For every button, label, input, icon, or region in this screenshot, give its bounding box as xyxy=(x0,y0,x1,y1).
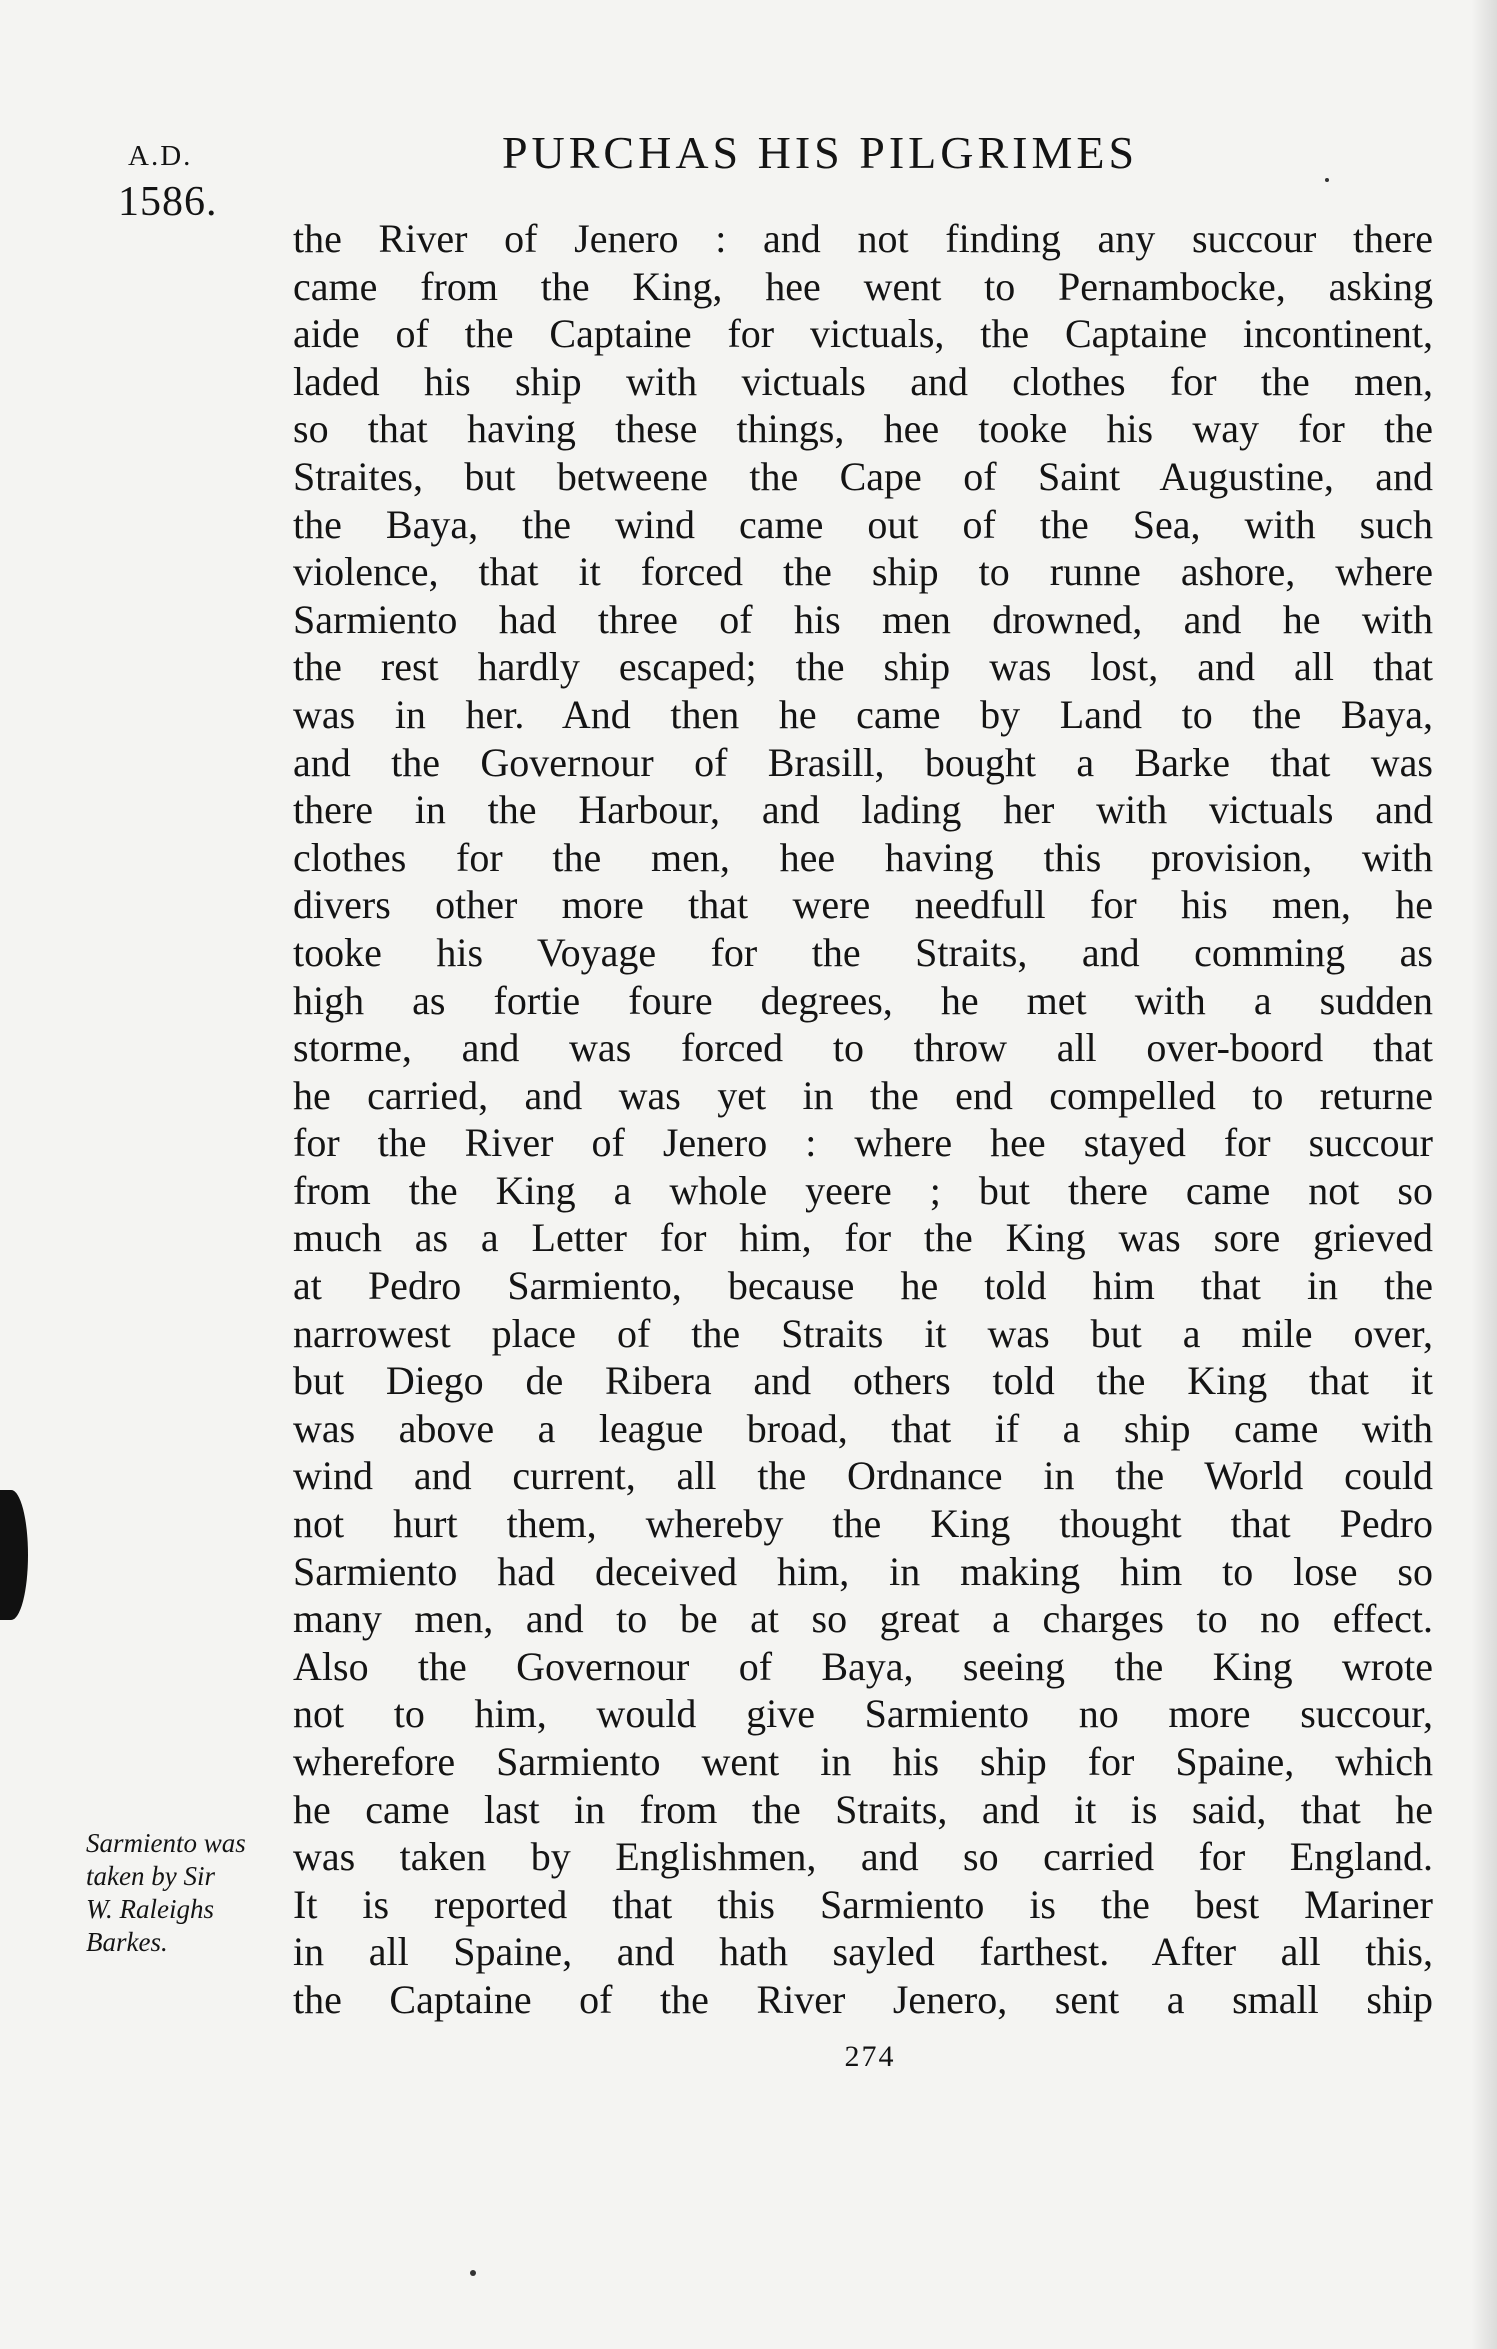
text-line: wherefore Sarmiento went in his ship for Spaine, which xyxy=(293,1739,1433,1784)
text-line: not hurt them, whereby the King thought that Pedro xyxy=(293,1501,1433,1547)
binding-blot xyxy=(0,1490,28,1620)
text-line: Straites, but betweene the Cape of Saint Augustine, and xyxy=(293,453,1433,499)
text-line: divers other more that were needfull for his men, he xyxy=(293,882,1433,928)
text-line: It is reported that this Sarmiento is the best Mariner xyxy=(293,1881,1433,1927)
text-line: Sarmiento had deceived him, in making him to lose so xyxy=(293,1548,1433,1594)
marginal-note xyxy=(86,1827,286,1959)
text-line: he carried, and was yet in the end compelled to returne xyxy=(293,1072,1433,1118)
running-head: PURCHAS HIS PILGRIMES xyxy=(501,127,1139,178)
text-line: narrowest place of the Straits it was but a mile over, xyxy=(293,1310,1433,1356)
marginal-note-line: Sarmiento was xyxy=(86,1828,246,1858)
text-line: Also the Governour of Baya, seeing the King wrote xyxy=(293,1643,1433,1689)
text-line: tooke his Voyage for the Straits, and comming as xyxy=(293,929,1433,975)
text-line: high as fortie foure degrees, he met with a sudden xyxy=(293,977,1433,1023)
text-line: so that having these things, hee tooke his way for the xyxy=(293,406,1433,452)
text-line: storme, and was forced to throw all over-boord that xyxy=(293,1025,1433,1071)
text-line: for the River of Jenero : where hee stayed for succour xyxy=(293,1120,1433,1166)
page-number: 274 xyxy=(844,2040,896,2073)
text-line: laded his ship with victuals and clothes for the men, xyxy=(293,358,1433,404)
text-line: was above a league broad, that if a ship came with xyxy=(293,1405,1433,1451)
text-line: the Baya, the wind came out of the Sea, with such xyxy=(293,501,1433,547)
marginal-note-line: taken by Sir xyxy=(86,1861,215,1891)
text-line: the rest hardly escaped; the ship was lost, and all that xyxy=(293,644,1433,690)
text-line: was taken by Englishmen, and so carried for England. xyxy=(293,1834,1433,1880)
text-line: he came last in from the Straits, and it is said, that he xyxy=(293,1786,1433,1832)
text-line: violence, that it forced the ship to runne ashore, where xyxy=(293,549,1433,595)
ink-speck xyxy=(470,2270,476,2276)
text-line: in all Spaine, and hath sayled farthest. After all this, xyxy=(293,1929,1433,1975)
text-line: much as a Letter for him, for the King was sore grieved xyxy=(293,1215,1433,1261)
text-line: and the Governour of Brasill, bought a Barke that was xyxy=(293,739,1433,785)
text-line: the Captaine of the River Jenero, sent a small ship xyxy=(293,1976,1433,2022)
text-line: there in the Harbour, and lading her with victuals and xyxy=(293,787,1433,833)
year-value: 1586. xyxy=(118,179,218,225)
ink-speck xyxy=(1325,178,1329,182)
text-line: many men, and to be at so great a charges to no effect. xyxy=(293,1596,1433,1642)
text-line: came from the King, hee went to Pernambocke, asking xyxy=(293,263,1433,309)
page-edge-shadow xyxy=(1471,0,1497,2349)
text-line: from the King a whole yeere ; but there came not so xyxy=(293,1167,1433,1213)
body-text xyxy=(293,215,1433,2024)
text-line: not to him, would give Sarmiento no more succour, xyxy=(293,1691,1433,1737)
text-line: wind and current, all the Ordnance in the World could xyxy=(293,1453,1433,1499)
text-line: but Diego de Ribera and others told the King that it xyxy=(293,1358,1433,1404)
year-label: A.D. xyxy=(128,140,193,172)
text-line: aide of the Captaine for victuals, the Captaine incontinent, xyxy=(293,311,1433,357)
text-line: at Pedro Sarmiento, because he told him that in the xyxy=(293,1263,1433,1309)
text-line: Sarmiento had three of his men drowned, and he with xyxy=(293,596,1433,642)
text-line: the River of Jenero : and not finding any succour there xyxy=(293,216,1433,261)
text-line: clothes for the men, hee having this provision, with xyxy=(293,834,1433,880)
marginal-note-line: W. Raleighs xyxy=(86,1894,214,1924)
text-line: was in her. And then he came by Land to the Baya, xyxy=(293,691,1433,737)
marginal-note-line: Barkes. xyxy=(86,1927,168,1957)
